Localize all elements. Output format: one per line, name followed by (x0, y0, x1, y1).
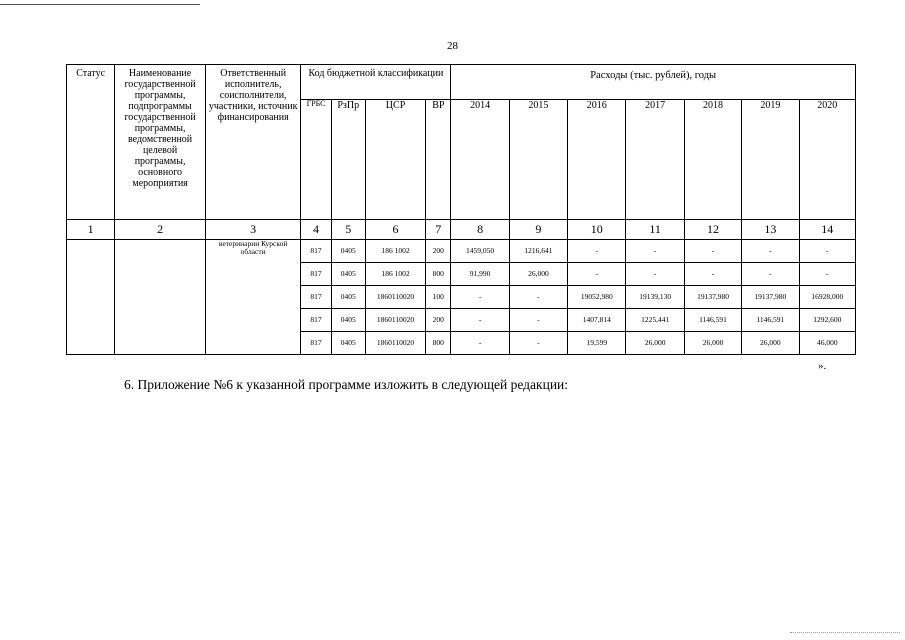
column-number: 12 (684, 220, 741, 240)
table-cell: 1292,600 (799, 309, 855, 332)
scan-footer-marks (790, 632, 900, 633)
header-status: Статус (67, 65, 115, 220)
column-number: 4 (301, 220, 331, 240)
table-cell: 0405 (331, 309, 365, 332)
status-cell (67, 240, 115, 355)
table-cell: - (451, 309, 509, 332)
column-number: 5 (331, 220, 365, 240)
table-cell: 817 (301, 309, 331, 332)
column-number: 13 (742, 220, 799, 240)
header-year: 2017 (626, 100, 684, 220)
column-number: 1 (67, 220, 115, 240)
table-cell: 1860110020 (365, 332, 425, 355)
table-cell: 817 (301, 286, 331, 309)
header-rzpr: РзПр (331, 100, 365, 220)
table-cell: - (451, 332, 509, 355)
table-cell: 46,000 (799, 332, 855, 355)
header-grbs: ГРБС (301, 100, 331, 220)
table-cell: 16928,000 (799, 286, 855, 309)
table-cell: - (626, 263, 684, 286)
column-number: 10 (568, 220, 626, 240)
table-row (67, 240, 856, 263)
column-number: 6 (365, 220, 425, 240)
table-cell: 800 (426, 263, 451, 286)
closing-quote-mark: ». (818, 360, 827, 372)
header-year: 2014 (451, 100, 509, 220)
header-vr: ВР (426, 100, 451, 220)
table-cell: 817 (301, 263, 331, 286)
instruction-paragraph: 6. Приложение №6 к указанной программе изложить в следующей редакции: (124, 377, 569, 392)
column-number-row (67, 220, 856, 240)
header-program-name: Наименование государственной программы, подпрограммы государственной программы, ведомственной целевой программы, основного мероприятия (115, 65, 206, 220)
table-cell: - (799, 240, 855, 263)
table-cell: 200 (426, 309, 451, 332)
table-cell: - (742, 263, 799, 286)
header-expenses: Расходы (тыс. рублей), годы (451, 65, 856, 100)
table-cell: 26,000 (684, 332, 741, 355)
header-year: 2016 (568, 100, 626, 220)
table-cell: 91,990 (451, 263, 509, 286)
column-number: 8 (451, 220, 509, 240)
program-name-cell (115, 240, 206, 355)
table-cell: 1860110020 (365, 286, 425, 309)
column-number: 7 (426, 220, 451, 240)
table-cell: 26,000 (509, 263, 567, 286)
table-cell: 1407,814 (568, 309, 626, 332)
table-cell: - (451, 286, 509, 309)
table-cell: 800 (426, 332, 451, 355)
header-csr: ЦСР (365, 100, 425, 220)
table-cell: 817 (301, 240, 331, 263)
budget-table (66, 64, 856, 355)
table-cell: 19,599 (568, 332, 626, 355)
table-cell: 200 (426, 240, 451, 263)
table-cell: - (684, 240, 741, 263)
header-year: 2019 (742, 100, 799, 220)
column-number: 14 (799, 220, 855, 240)
table-cell: 100 (426, 286, 451, 309)
table-cell: 1146,591 (684, 309, 741, 332)
table-cell: - (684, 263, 741, 286)
table-cell: 0405 (331, 332, 365, 355)
table-cell: 19139,130 (626, 286, 684, 309)
header-year: 2018 (684, 100, 741, 220)
table-cell: 1216,641 (509, 240, 567, 263)
header-responsible: Ответственный исполнитель, соисполнители, участники, источник финансирования (205, 65, 301, 220)
table-cell: 186 1002 (365, 240, 425, 263)
responsible-cell: ветеринарии Курской области (205, 240, 301, 355)
table-cell: - (626, 240, 684, 263)
table-cell: 1459,050 (451, 240, 509, 263)
table-cell: 0405 (331, 240, 365, 263)
table-cell: - (568, 263, 626, 286)
table-cell: 19052,980 (568, 286, 626, 309)
column-number: 3 (205, 220, 301, 240)
table-cell: 0405 (331, 286, 365, 309)
header-year: 2015 (509, 100, 567, 220)
column-number: 2 (115, 220, 206, 240)
table-cell: 26,000 (742, 332, 799, 355)
header-year: 2020 (799, 100, 855, 220)
table-cell: 19137,980 (742, 286, 799, 309)
table-cell: 817 (301, 332, 331, 355)
table-cell: 1225,441 (626, 309, 684, 332)
table-cell: - (568, 240, 626, 263)
table-cell: - (509, 286, 567, 309)
table-cell: 1146,591 (742, 309, 799, 332)
table-cell: 1860110020 (365, 309, 425, 332)
table-cell: 26,000 (626, 332, 684, 355)
column-number: 11 (626, 220, 684, 240)
header-budget-code: Код бюджетной классификации (301, 65, 451, 100)
table-cell: 0405 (331, 263, 365, 286)
table-cell: - (509, 332, 567, 355)
table-cell: - (799, 263, 855, 286)
table-cell: 19137,980 (684, 286, 741, 309)
table-cell: 186 1002 (365, 263, 425, 286)
column-number: 9 (509, 220, 567, 240)
table-cell: - (742, 240, 799, 263)
header-row-1 (67, 65, 856, 100)
table-cell: - (509, 309, 567, 332)
page-number: 28 (447, 40, 458, 52)
scan-top-rule (0, 4, 200, 5)
